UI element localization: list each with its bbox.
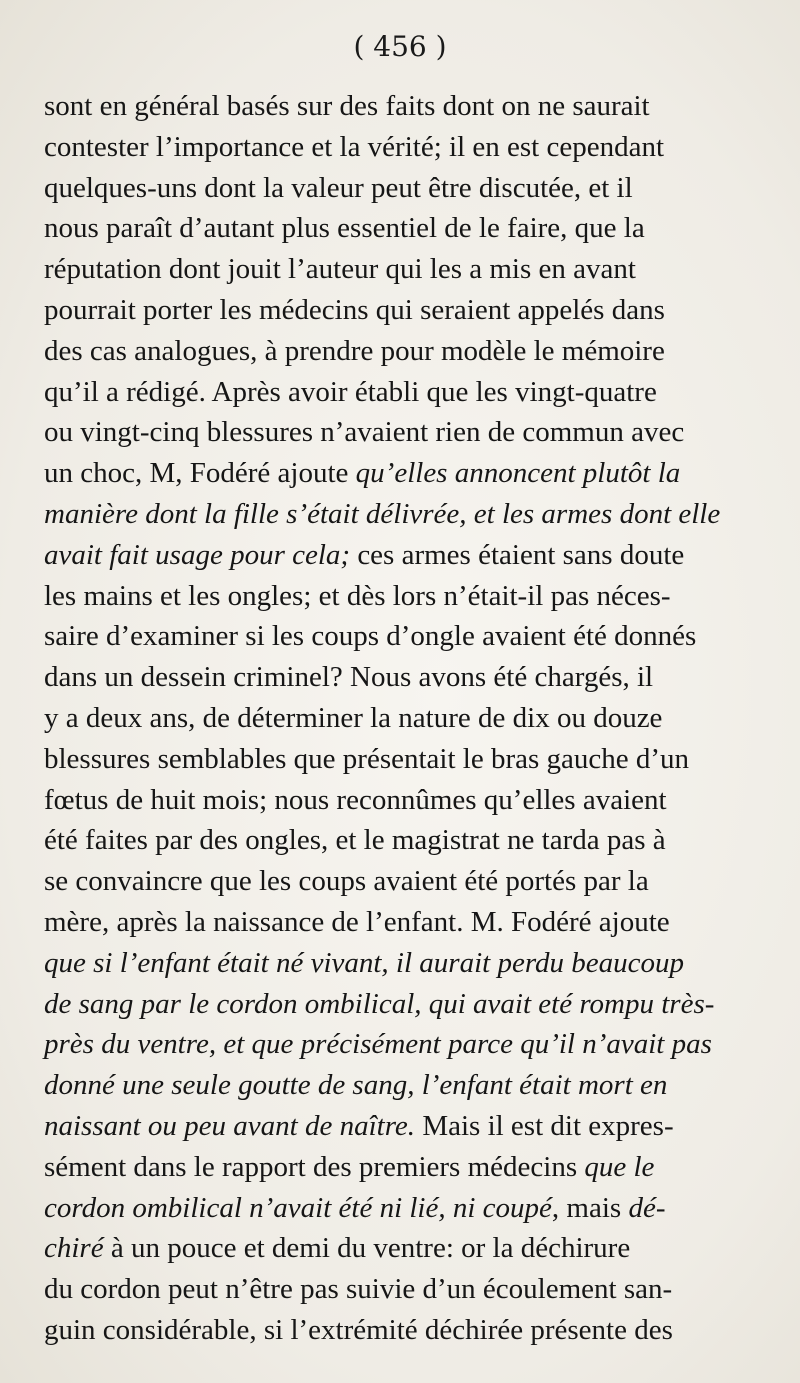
italic-text-segment: dé- — [628, 1191, 666, 1224]
text-line — [44, 1065, 768, 1106]
text-segment: sément dans le rapport des premiers médecins — [44, 1150, 585, 1183]
text-segment: à un pouce et demi du ventre: or la déchirure — [103, 1232, 631, 1265]
text-line — [44, 1147, 768, 1188]
italic-text-segment: naissant ou peu avant de naître. — [44, 1109, 416, 1142]
italic-text-segment: cordon ombilical n’avait été ni lié, ni coupé — [44, 1191, 552, 1224]
text-line — [44, 943, 768, 984]
text-line — [44, 168, 768, 209]
text-segment: sont en général basés sur des faits dont on ne saurait — [44, 90, 650, 122]
italic-text-segment: avait fait usage pour cela; — [44, 538, 351, 571]
text-segment: réputation dont jouit l’auteur qui les a mis en avant — [44, 253, 636, 286]
text-segment: fœtus de huit mois; nous reconnûmes qu’elles avaient — [44, 783, 667, 816]
text-line — [44, 290, 768, 331]
text-segment: qu’il a rédigé. Après avoir établi que les vingt-quatre — [44, 375, 657, 408]
text-line — [44, 1106, 768, 1147]
text-line — [44, 1228, 768, 1269]
italic-text-segment: qu’elles annoncent plutôt la — [355, 457, 681, 490]
text-line — [44, 535, 768, 576]
text-line — [44, 249, 768, 290]
text-segment: contester l’importance et la vérité; il en est cependant — [44, 130, 665, 163]
text-segment: y a deux ans, de déterminer la nature de dix ou douze — [44, 701, 663, 734]
italic-text-segment: manière dont la fille s’était délivrée, et les armes dont elle — [44, 497, 721, 530]
text-line — [44, 1188, 768, 1229]
body-text — [44, 86, 768, 1351]
text-line — [44, 861, 768, 902]
page-number: ( 456 ) — [353, 30, 447, 63]
text-segment: Mais il est dit expres- — [415, 1109, 674, 1142]
text-segment: ou vingt-cinq blessures n’avaient rien de commun avec — [44, 416, 685, 449]
text-line — [44, 984, 768, 1025]
text-line — [44, 1269, 768, 1310]
text-segment: quelques-uns dont la valeur peut être discutée, et il — [44, 171, 633, 204]
italic-text-segment: de sang par le cordon ombilical, qui avait eté rompu très- — [44, 987, 715, 1020]
italic-text-segment: donné une seule goutte de sang, l’enfant était mort en — [44, 1069, 668, 1102]
text-segment: guin considérable, si l’extrémité déchirée présente des — [44, 1313, 673, 1346]
text-segment: se convaincre que les coups avaient été portés par la — [44, 865, 649, 898]
text-segment: nous paraît d’autant plus essentiel de le faire, que la — [44, 212, 645, 245]
text-segment: dans un dessein criminel? Nous avons été chargés, il — [44, 661, 654, 694]
text-line — [44, 616, 768, 657]
text-line — [44, 902, 768, 943]
text-segment: ces armes étaient sans doute — [350, 538, 685, 571]
text-line — [44, 453, 768, 494]
text-line — [44, 698, 768, 739]
text-segment: du cordon peut n’être pas suivie d’un écoulement san- — [44, 1273, 673, 1306]
text-line — [44, 1310, 768, 1351]
italic-text-segment: près du ventre, et que précisément parce qu’il n’avait pas — [44, 1028, 712, 1061]
text-line — [44, 820, 768, 861]
text-segment: des cas analogues, à prendre pour modèle le mémoire — [44, 334, 665, 367]
text-line — [44, 739, 768, 780]
text-segment: un choc, M, Fodéré ajoute — [44, 457, 356, 490]
text-line — [44, 331, 768, 372]
italic-text-segment: chiré — [44, 1232, 104, 1265]
italic-text-segment: que le — [584, 1150, 655, 1183]
text-segment: été faites par des ongles, et le magistrat ne tarda pas à — [44, 824, 666, 857]
text-segment: mère, après la naissance de l’enfant. M. Fodéré ajoute — [44, 905, 670, 938]
text-segment: blessures semblables que présentait le bras gauche d’un — [44, 742, 690, 775]
text-segment: pourrait porter les médecins qui seraient appelés dans — [44, 293, 665, 326]
italic-text-segment: que si l’enfant était né vivant, il aurait perdu beaucoup — [44, 946, 685, 979]
text-line — [44, 780, 768, 821]
text-line — [44, 494, 768, 535]
text-segment: saire d’examiner si les coups d’ongle avaient été donnés — [44, 620, 697, 653]
text-line — [44, 576, 768, 617]
text-line — [44, 86, 768, 127]
text-segment: , mais — [551, 1191, 629, 1224]
text-line — [44, 208, 768, 249]
text-segment: les mains et les ongles; et dès lors n’était-il pas néces- — [44, 579, 671, 612]
text-line — [44, 412, 768, 453]
text-line — [44, 127, 768, 168]
text-line — [44, 1024, 768, 1065]
text-line — [44, 372, 768, 413]
text-line — [44, 657, 768, 698]
